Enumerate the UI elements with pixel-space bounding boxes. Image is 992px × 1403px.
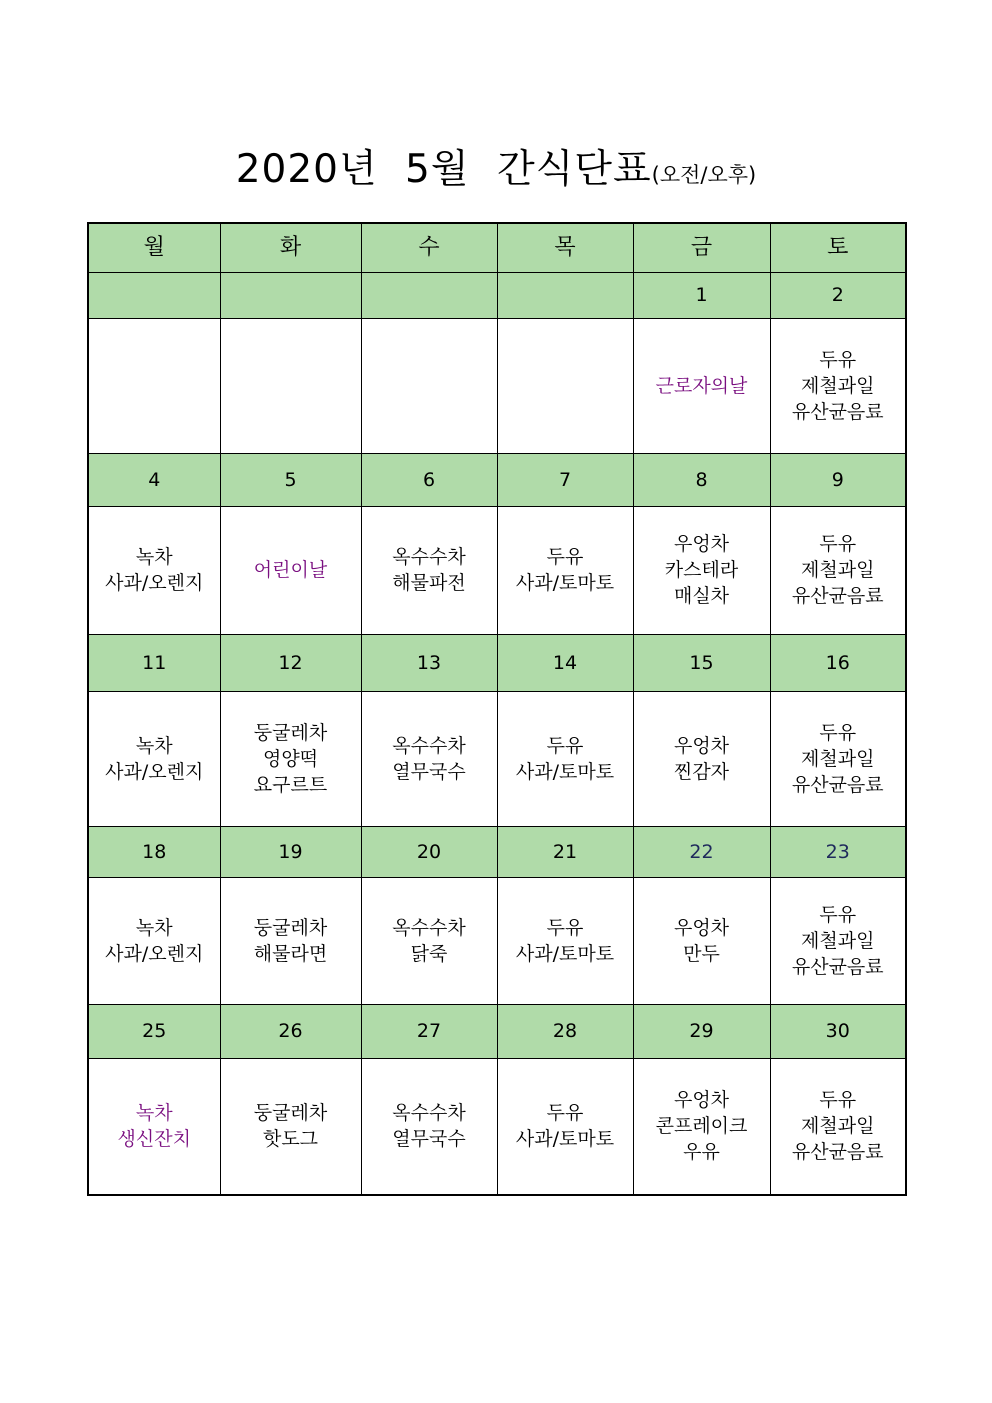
menu-item: 두유 <box>546 546 584 568</box>
menu-cell <box>361 877 497 1004</box>
menu-cell <box>88 1058 220 1195</box>
menu-item: 매실차 <box>673 585 730 607</box>
menu-cell <box>220 691 361 826</box>
menu-cell <box>497 877 633 1004</box>
menu-row <box>88 318 906 453</box>
menu-item: 녹차 <box>135 916 173 939</box>
weekday-header: 화 <box>220 223 361 272</box>
menu-item: 둥굴레차 <box>253 1102 328 1125</box>
date-cell: 26 <box>220 1004 361 1058</box>
weekday-header: 금 <box>633 223 770 272</box>
menu-item: 우엉차 <box>673 533 730 555</box>
menu-cell <box>770 691 906 826</box>
menu-item: 열무국수 <box>392 760 466 783</box>
menu-item: 녹차 <box>135 1102 173 1125</box>
menu-item: 유산균음료 <box>791 585 884 607</box>
menu-item: 제철과일 <box>801 559 875 581</box>
date-cell: 16 <box>770 634 906 691</box>
snack-menu-table <box>87 222 907 1196</box>
date-cell: 29 <box>633 1004 770 1058</box>
menu-item: 두유 <box>819 1089 857 1112</box>
date-cell: 8 <box>633 453 770 506</box>
date-cell: 18 <box>88 826 220 877</box>
menu-item: 열무국수 <box>392 1128 466 1151</box>
menu-cell <box>88 691 220 826</box>
menu-item: 해물라면 <box>253 942 328 965</box>
date-cell: 14 <box>497 634 633 691</box>
menu-item: 찐감자 <box>673 760 730 783</box>
menu-item: 옥수수차 <box>392 546 466 568</box>
date-row <box>88 1004 906 1058</box>
menu-cell <box>497 506 633 634</box>
menu-item: 두유 <box>546 734 584 757</box>
date-cell: 5 <box>220 453 361 506</box>
date-row <box>88 453 906 506</box>
date-cell: 21 <box>497 826 633 877</box>
menu-cell <box>497 1058 633 1195</box>
menu-item: 제철과일 <box>801 1115 875 1138</box>
title-sub: (오전/오후) <box>651 163 757 187</box>
date-cell: 22 <box>633 826 770 877</box>
date-row <box>88 272 906 318</box>
menu-item: 둥굴레차 <box>253 916 328 939</box>
menu-cell <box>361 1058 497 1195</box>
menu-cell <box>88 506 220 634</box>
date-row <box>88 826 906 877</box>
menu-item: 유산균음료 <box>791 400 884 423</box>
table-body <box>88 223 906 1195</box>
menu-cell <box>88 318 220 453</box>
menu-item: 유산균음료 <box>791 955 884 978</box>
menu-row <box>88 877 906 1004</box>
date-cell: 13 <box>361 634 497 691</box>
date-cell: 28 <box>497 1004 633 1058</box>
date-cell <box>88 272 220 318</box>
menu-item: 우유 <box>683 1141 720 1164</box>
menu-item: 사과/토마토 <box>515 760 615 783</box>
date-cell <box>361 272 497 318</box>
menu-item: 녹차 <box>135 546 173 568</box>
menu-row <box>88 506 906 634</box>
date-cell: 6 <box>361 453 497 506</box>
weekday-header: 수 <box>361 223 497 272</box>
menu-item: 요구르트 <box>253 773 328 796</box>
date-cell: 4 <box>88 453 220 506</box>
date-cell <box>220 272 361 318</box>
menu-item: 옥수수차 <box>392 916 466 939</box>
menu-cell <box>220 1058 361 1195</box>
menu-item: 카스테라 <box>664 559 739 581</box>
weekday-header: 목 <box>497 223 633 272</box>
menu-cell <box>497 318 633 453</box>
date-row <box>88 634 906 691</box>
menu-item: 사과/토마토 <box>515 572 615 594</box>
menu-item: 어린이날 <box>253 559 328 581</box>
menu-item: 옥수수차 <box>392 1102 466 1125</box>
menu-cell <box>497 691 633 826</box>
menu-item: 두유 <box>546 916 584 939</box>
menu-item: 사과/토마토 <box>515 942 615 965</box>
date-cell: 7 <box>497 453 633 506</box>
menu-item: 해물파전 <box>392 572 466 594</box>
date-cell: 2 <box>770 272 906 318</box>
menu-item: 두유 <box>546 1102 584 1125</box>
menu-item: 제철과일 <box>801 747 875 770</box>
date-cell: 19 <box>220 826 361 877</box>
menu-item: 제철과일 <box>801 374 875 397</box>
menu-cell <box>220 318 361 453</box>
menu-item: 핫도그 <box>262 1128 319 1151</box>
menu-item: 사과/토마토 <box>515 1128 615 1151</box>
weekday-header: 토 <box>770 223 906 272</box>
menu-item: 두유 <box>819 903 857 926</box>
menu-item: 사과/오렌지 <box>105 942 204 965</box>
weekday-header: 월 <box>88 223 220 272</box>
menu-item: 우엉차 <box>673 916 730 939</box>
menu-cell <box>361 318 497 453</box>
menu-item: 둥굴레차 <box>253 721 328 744</box>
menu-item: 만두 <box>683 942 720 965</box>
date-cell: 23 <box>770 826 906 877</box>
menu-item: 우엉차 <box>673 1089 730 1112</box>
menu-cell <box>633 318 770 453</box>
menu-cell <box>770 506 906 634</box>
menu-item: 제철과일 <box>801 929 875 952</box>
menu-item: 생신잔치 <box>117 1128 191 1151</box>
menu-item: 콘프레이크 <box>655 1115 748 1138</box>
date-cell: 1 <box>633 272 770 318</box>
menu-cell <box>361 506 497 634</box>
menu-item: 유산균음료 <box>791 1141 884 1164</box>
menu-row <box>88 691 906 826</box>
menu-item: 사과/오렌지 <box>105 760 204 783</box>
menu-item: 닭죽 <box>410 942 448 965</box>
menu-item: 녹차 <box>135 734 173 757</box>
date-cell: 20 <box>361 826 497 877</box>
menu-cell <box>220 506 361 634</box>
menu-cell <box>770 1058 906 1195</box>
menu-item: 근로자의날 <box>655 374 748 397</box>
menu-cell <box>770 318 906 453</box>
menu-cell <box>220 877 361 1004</box>
menu-cell <box>770 877 906 1004</box>
weekday-header-row <box>88 223 906 272</box>
menu-item: 영양떡 <box>262 747 319 770</box>
date-cell: 12 <box>220 634 361 691</box>
menu-item: 두유 <box>819 348 857 371</box>
menu-cell <box>88 877 220 1004</box>
date-cell: 27 <box>361 1004 497 1058</box>
title-main: 2020년 5월 간식단표 <box>235 147 652 192</box>
date-cell: 15 <box>633 634 770 691</box>
menu-item: 두유 <box>819 721 857 744</box>
page-title <box>0 138 992 194</box>
menu-item: 옥수수차 <box>392 734 466 757</box>
menu-cell <box>633 506 770 634</box>
menu-item: 유산균음료 <box>791 773 884 796</box>
menu-cell <box>633 877 770 1004</box>
menu-item: 두유 <box>819 533 857 555</box>
menu-row <box>88 1058 906 1195</box>
menu-cell <box>633 1058 770 1195</box>
date-cell: 25 <box>88 1004 220 1058</box>
menu-item: 우엉차 <box>673 734 730 757</box>
menu-item: 사과/오렌지 <box>105 572 204 594</box>
date-cell <box>497 272 633 318</box>
menu-cell <box>361 691 497 826</box>
menu-cell <box>633 691 770 826</box>
date-cell: 11 <box>88 634 220 691</box>
date-cell: 30 <box>770 1004 906 1058</box>
date-cell: 9 <box>770 453 906 506</box>
